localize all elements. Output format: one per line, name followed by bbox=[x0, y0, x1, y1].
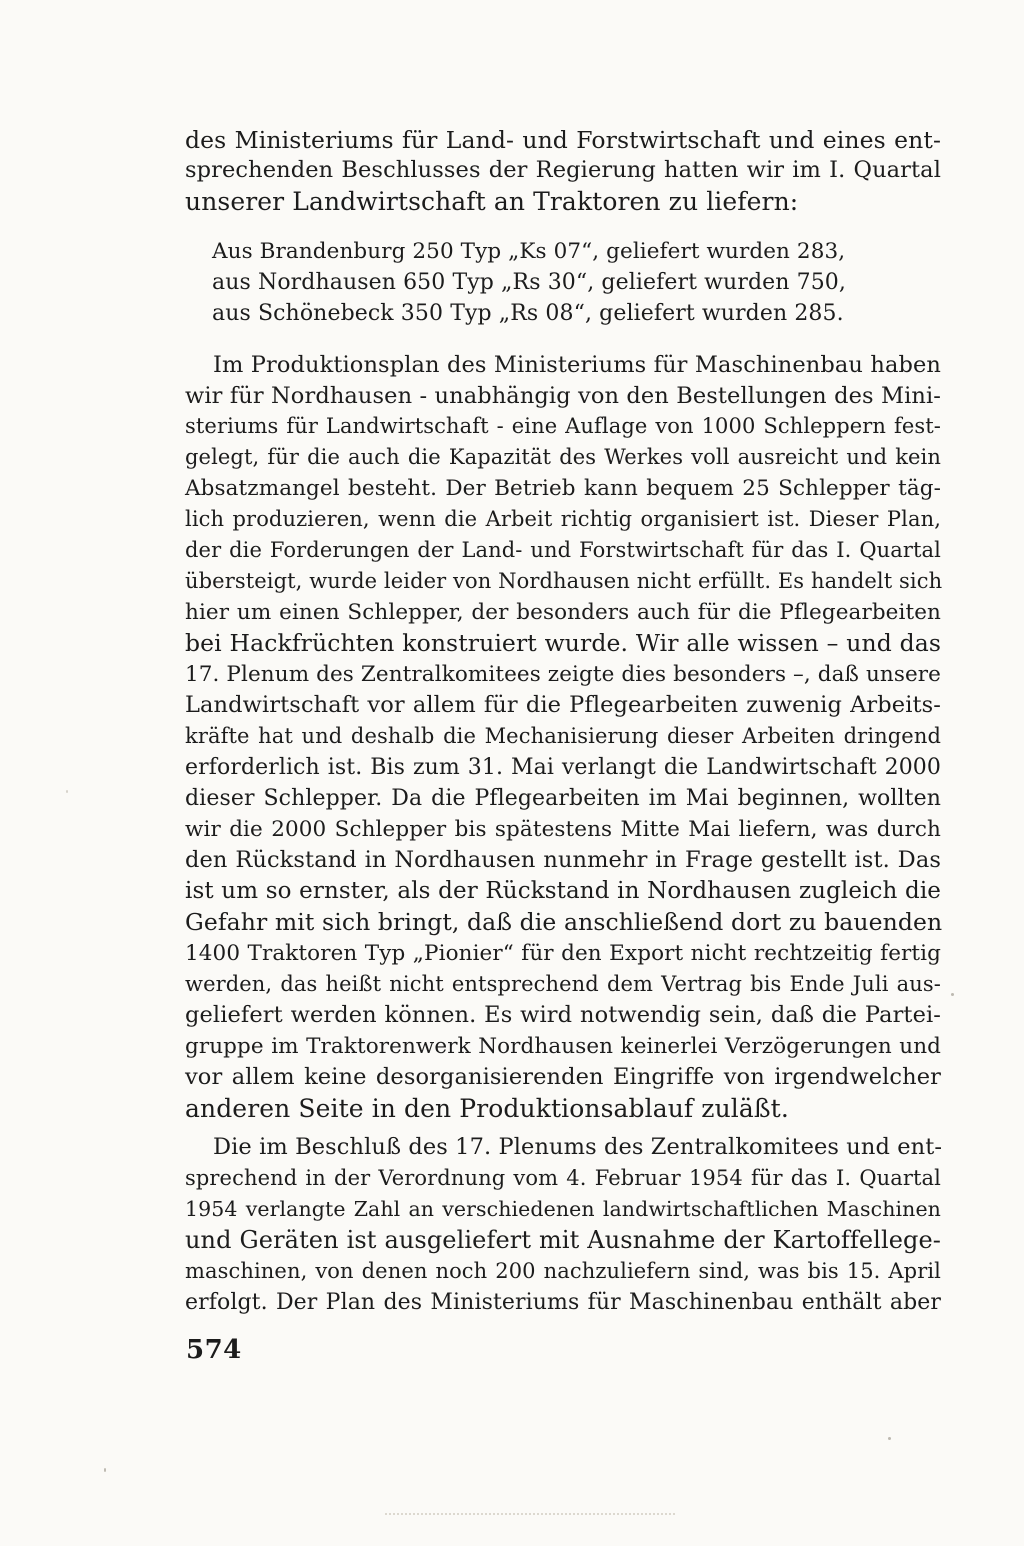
text-line: der die Forderungen der Land- und Forstwirtschaft für das I. Quartal bbox=[185, 538, 941, 562]
text-line: wir für Nordhausen - unabhängig von den Bestellungen des Mini- bbox=[185, 383, 941, 409]
text-line: 1400 Traktoren Typ „Pionier“ für den Export nicht rechtzeitig fertig bbox=[185, 941, 941, 966]
text-line: ist um so ernster, als der Rückstand in Nordhausen zugleich die bbox=[185, 878, 941, 904]
text-line: und Geräten ist ausgeliefert mit Ausnahme der Kartoffellege- bbox=[185, 1226, 941, 1254]
text-line: Landwirtschaft vor allem für die Pflegearbeiten zuwenig Arbeits- bbox=[185, 692, 941, 718]
text-line: werden, das heißt nicht entsprechend dem Vertrag bis Ende Juli aus- bbox=[185, 972, 941, 996]
scan-speck bbox=[104, 1468, 106, 1472]
text-line: erfolgt. Der Plan des Ministeriums für Maschinenbau enthält aber bbox=[185, 1290, 941, 1315]
text-line: Im Produktionsplan des Ministeriums für Maschinenbau haben bbox=[213, 352, 941, 378]
text-line: Absatzmangel besteht. Der Betrieb kann bequem 25 Schlepper täg- bbox=[185, 476, 941, 501]
text-line: 17. Plenum des Zentralkomitees zeigte dies besonders –, daß unsere bbox=[185, 662, 941, 687]
text-line: maschinen, von denen noch 200 nachzuliefern sind, was bis 15. April bbox=[185, 1259, 941, 1283]
scan-speck bbox=[66, 790, 68, 793]
text-line: wir die 2000 Schlepper bis spätestens Mitte Mai liefern, was durch bbox=[185, 817, 941, 842]
list-line: Aus Brandenburg 250 Typ „Ks 07“, geliefert wurden 283, bbox=[212, 239, 846, 264]
text-line: Die im Beschluß des 17. Plenums des Zentralkomitees und ent- bbox=[213, 1134, 943, 1160]
text-line: gelegt, für die auch die Kapazität des Werkes voll ausreicht und kein bbox=[185, 445, 941, 469]
text-line: bei Hackfrüchten konstruiert wurde. Wir alle wissen – und das bbox=[185, 629, 941, 657]
text-line: sprechend in der Verordnung vom 4. Februar 1954 für das I. Quartal bbox=[185, 1166, 941, 1190]
text-line: anderen Seite in den Produktionsablauf zuläßt. bbox=[185, 1094, 789, 1123]
text-line: vor allem keine desorganisierenden Eingriffe von irgendwelcher bbox=[185, 1064, 941, 1090]
text-line: steriums für Landwirtschaft - eine Auflage von 1000 Schleppern fest- bbox=[185, 414, 941, 438]
list-line: aus Nordhausen 650 Typ „Rs 30“, geliefert wurden 750, bbox=[212, 270, 846, 295]
text-line: sprechenden Beschlusses der Regierung hatten wir im I. Quartal bbox=[185, 157, 941, 183]
scan-speck bbox=[888, 1437, 891, 1440]
scan-speck bbox=[951, 993, 954, 996]
text-line: hier um einen Schlepper, der besonders auch für die Pflegearbeiten bbox=[185, 600, 941, 625]
page-number: 574 bbox=[186, 1335, 242, 1365]
text-line: übersteigt, wurde leider von Nordhausen nicht erfüllt. Es handelt sich bbox=[185, 569, 943, 593]
list-line: aus Schönebeck 350 Typ „Rs 08“, geliefert wurden 285. bbox=[212, 301, 844, 326]
text-line: geliefert werden können. Es wird notwendig sein, daß die Partei- bbox=[185, 1002, 941, 1028]
text-line: lich produzieren, wenn die Arbeit richtig organisiert ist. Dieser Plan, bbox=[185, 507, 941, 531]
scan-edge-line bbox=[385, 1513, 675, 1516]
text-line: 1954 verlangte Zahl an verschiedenen landwirtschaftlichen Maschinen bbox=[185, 1197, 941, 1221]
text-line: gruppe im Traktorenwerk Nordhausen keinerlei Verzögerungen und bbox=[185, 1034, 941, 1059]
text-line: des Ministeriums für Land- und Forstwirtschaft und eines ent- bbox=[185, 126, 941, 154]
text-line: unserer Landwirtschaft an Traktoren zu liefern: bbox=[185, 187, 799, 216]
text-line: kräfte hat und deshalb die Mechanisierung dieser Arbeiten dringend bbox=[185, 724, 941, 748]
text-line: dieser Schlepper. Da die Pflegearbeiten im Mai beginnen, wollten bbox=[185, 786, 941, 811]
text-line: den Rückstand in Nordhausen nunmehr in Frage gestellt ist. Das bbox=[185, 847, 941, 873]
text-line: Gefahr mit sich bringt, daß die anschließend dort zu bauenden bbox=[185, 908, 943, 936]
text-line: erforderlich ist. Bis zum 31. Mai verlangt die Landwirtschaft 2000 bbox=[185, 755, 941, 780]
